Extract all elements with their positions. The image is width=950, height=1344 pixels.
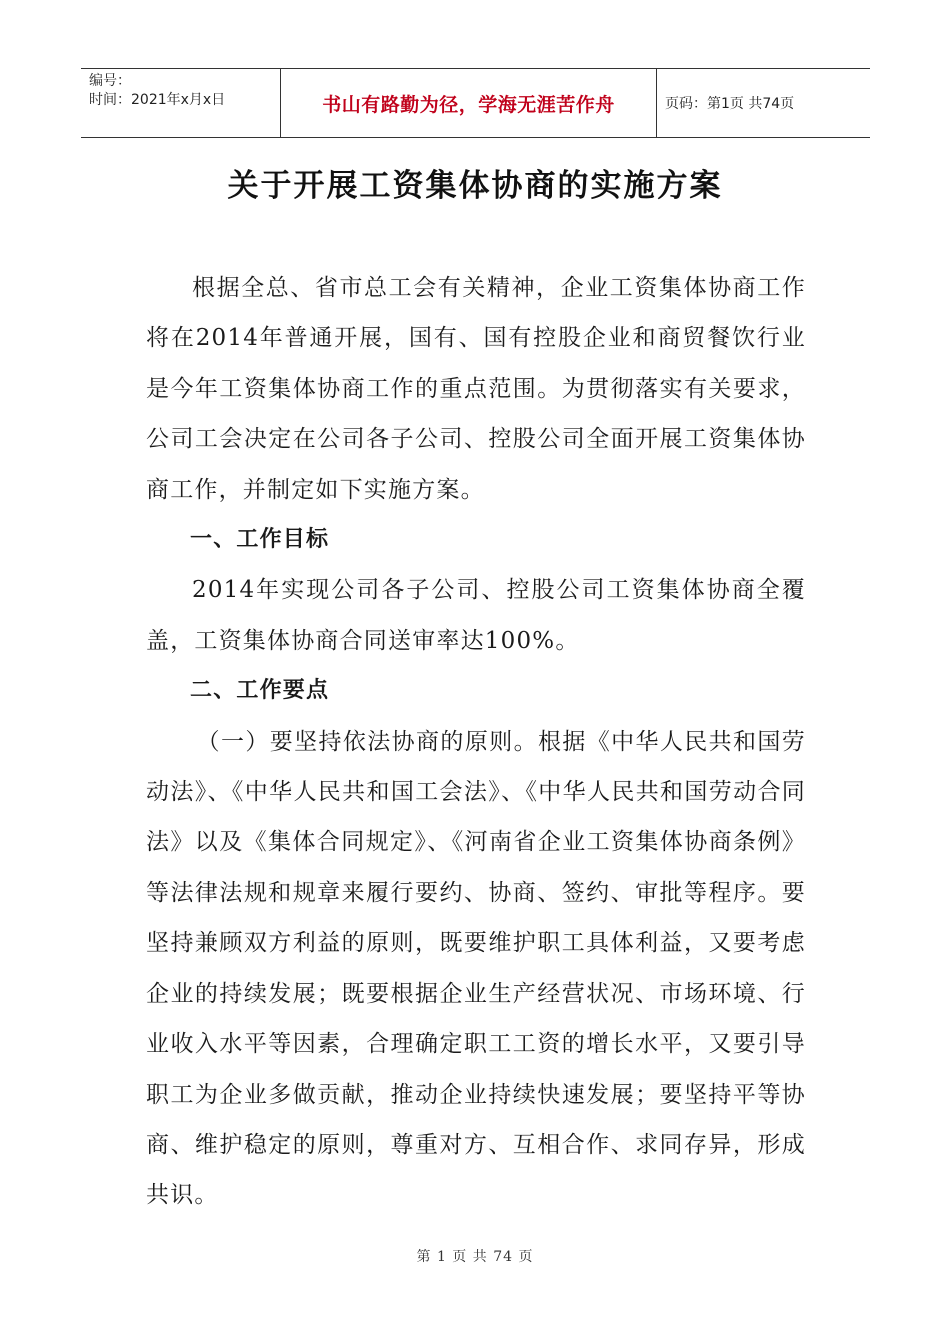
document-body	[146, 263, 806, 1221]
document-title: 关于开展工资集体协商的实施方案	[227, 168, 723, 204]
page-footer: 第 1 页 共 74 页	[416, 1249, 534, 1265]
section-heading-goals: 一、工作目标	[190, 527, 330, 553]
paragraph-goals: 2014年实现公司各子公司、控股公司工资集体协商全覆盖，工资集体协商合同送审率达100%。	[146, 577, 806, 654]
header-meta	[81, 69, 281, 137]
header-motto: 书山有路勤为径，学海无涯苦作舟	[281, 69, 657, 137]
paragraph-intro: 根据全总、省市总工会有关精神，企业工资集体协商工作将在2014年普通开展，国有、国有控股企业和商贸餐饮行业是今年工资集体协商工作的重点范围。为贯彻落实有关要求，公司工会决定在公司各子公司、控股公司全面开展工资集体协商工作，并制定如下实施方案。	[146, 275, 806, 503]
code-label: 编号：	[89, 73, 131, 89]
paragraph-key-points: （一）要坚持依法协商的原则。根据《中华人民共和国劳动法》、《中华人民共和国工会法》、《中华人民共和国劳动合同法》以及《集体合同规定》、《河南省企业工资集体协商条例》等法律法规和规章来履行要约、协商、签约、审批等程序。要坚持兼顾双方利益的原则，既要维护职工具体利益，又要考虑企业的持续发展；既要根据企业生产经营状况、市场环境、行业收入水平等因素，合理确定职工工资的增长水平，又要引导职工为企业多做贡献，推动企业持续快速发展；要坚持平等协商、维护稳定的原则，尊重对方、互相合作、求同存异，形成共识。	[146, 728, 806, 1209]
time-label: 时间：2021年x月x日	[89, 92, 226, 108]
section-heading-key-points: 二、工作要点	[190, 678, 330, 704]
header-page-info: 页码：第1页 共74页	[665, 96, 795, 112]
document-header	[81, 68, 870, 138]
